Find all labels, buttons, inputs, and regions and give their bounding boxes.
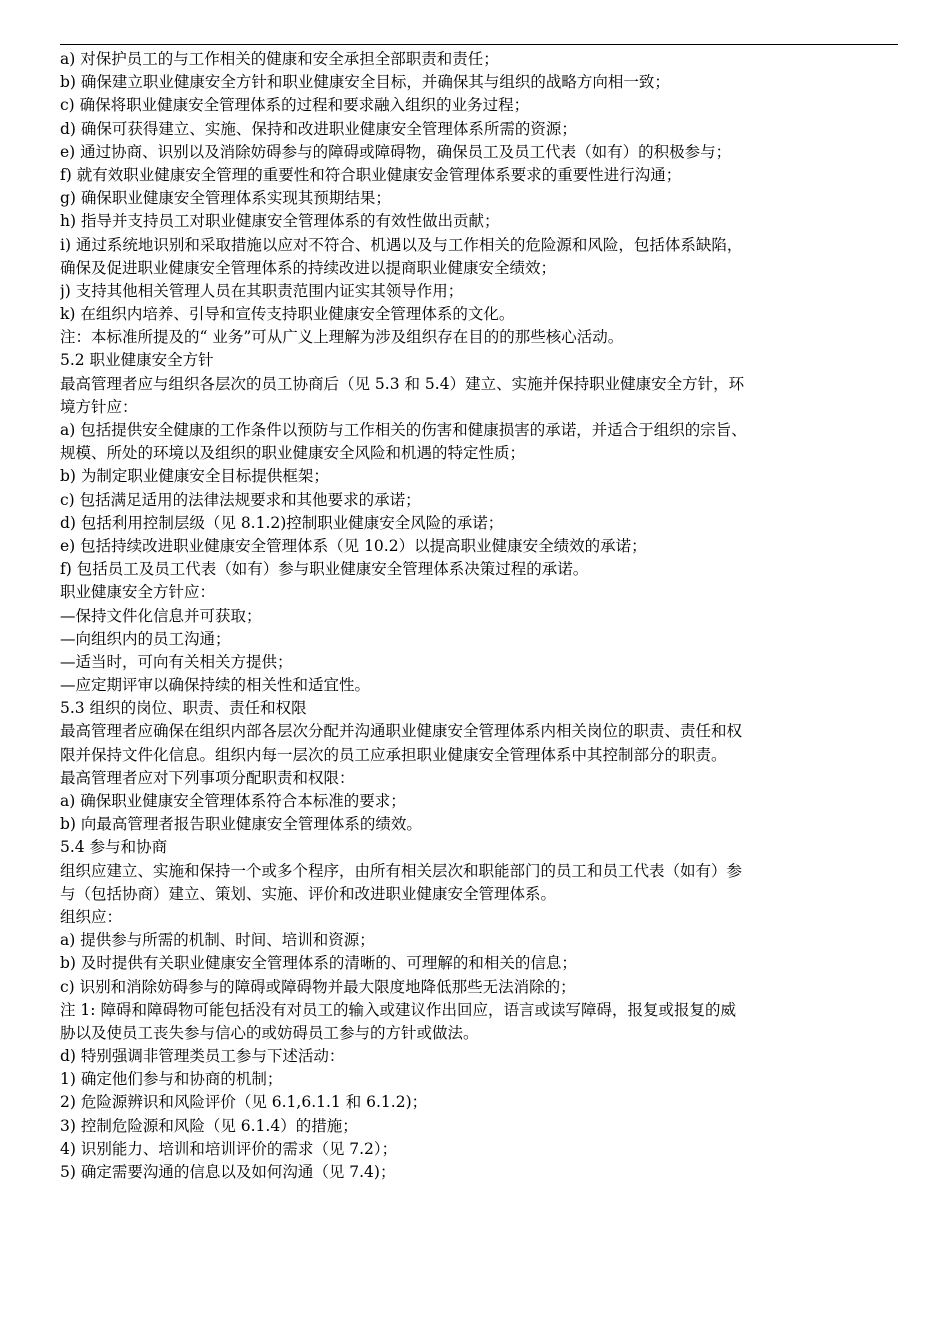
text-line: 境方针应： (60, 397, 138, 416)
document-page (60, 44, 898, 1184)
text-line: b) 为制定职业健康安全目标提供框架； (60, 467, 329, 486)
text-line: —应定期评审以确保持续的相关性和适宜性。 (60, 676, 371, 695)
text-line: 确保及促进职业健康安全管理体系的持续改进以提商职业健康安全绩效； (60, 258, 557, 277)
text-line: 5) 确定需要沟通的信息以及如何沟通（见 7.4)； (60, 1163, 396, 1181)
text-line: b) 确保建立职业健康安全方针和职业健康安全目标，并确保其与组织的战略方向相一致； (60, 73, 670, 92)
text-line: 限并保持文件化信息。组织内每一层次的员工应承担职业健康安全管理体系中其控制部分的职责。 (60, 745, 727, 764)
text-line: a) 包括提供安全健康的工作条件以预防与工作相关的伤害和健康损害的承诺，并适合于组织的宗旨、 (60, 421, 747, 439)
text-line: i) 通过系统地识别和采取措施以应对不符合、机遇以及与工作相关的危险源和风险，包括体系缺陷， (60, 235, 743, 254)
text-line: d) 确保可获得建立、实施、保持和改进职业健康安全管理体系所需的资源； (60, 119, 577, 138)
text-line: a) 对保护员工的与工作相关的健康和安全承担全部职责和责任； (60, 50, 499, 68)
text-line: a) 确保职业健康安全管理体系符合本标准的要求； (60, 792, 406, 810)
text-line: 最高管理者应与组织各层次的员工协商后（见 5.3 和 5.4）建立、实施并保持职业健康安全方针，环 (60, 374, 745, 393)
text-line: k) 在组织内培养、引导和宣传支持职业健康安全管理体系的文化。 (60, 305, 515, 324)
text-line: e) 通过协商、识别以及消除妨碍参与的障碍或障碍物，确保员工及员工代表（如有）的积极参与； (60, 142, 732, 161)
text-line: d) 特别强调非管理类员工参与下述活动： (60, 1047, 345, 1066)
text-line: 组织应建立、实施和保持一个或多个程序，由所有相关层次和职能部门的员工和员工代表（如有）参 (60, 861, 743, 880)
text-line: c) 包括满足适用的法律法规要求和其他要求的承诺； (60, 490, 421, 509)
text-line: b) 及时提供有关职业健康安全管理体系的清晰的、可理解的和相关的信息； (60, 954, 577, 973)
text-line: 2) 危险源辨识和风险评价（见 6.1,6.1.1 和 6.1.2)； (60, 1093, 428, 1112)
text-line: f) 包括员工及员工代表（如有）参与职业健康安全管理体系决策过程的承诺。 (60, 560, 589, 579)
text-line: b) 向最高管理者报告职业健康安全管理体系的绩效。 (60, 815, 422, 834)
text-line: 组织应： (60, 907, 123, 926)
text-line: h) 指导并支持员工对职业健康安全管理体系的有效性做出贡献； (60, 212, 500, 231)
text-line: e) 包括持续改进职业健康安全管理体系（见 10.2）以提高职业健康安全绩效的承诺； (60, 536, 647, 555)
text-line: 3) 控制危险源和风险（见 6.1.4）的措施； (60, 1116, 358, 1135)
text-line: 最高管理者应确保在组织内部各层次分配并沟通职业健康安全管理体系内相关岗位的职责、责任和权 (60, 722, 743, 741)
text-line: 4) 识别能力、培训和培训评价的需求（见 7.2）； (60, 1139, 398, 1158)
text-line: —向组织内的员工沟通； (60, 629, 231, 648)
text-line: 1) 确定他们参与和协商的机制； (60, 1070, 283, 1089)
note-line: 注：本标准所提及的“ 业务”可从广义上理解为涉及组织存在目的的那些核心活动。 (60, 328, 624, 347)
section-heading-5-3: 5.3 组织的岗位、职责、责任和权限 (60, 699, 307, 718)
text-line: j) 支持其他相关管理人员在其职责范围内证实其领导作用； (60, 281, 464, 300)
text-line: 规模、所处的环境以及组织的职业健康安全风险和机遇的特定性质； (60, 444, 526, 463)
text-line: —保持文件化信息并可获取； (60, 606, 262, 625)
text-line: g) 确保职业健康安全管理体系实现其预期结果； (60, 189, 391, 208)
section-heading-5-2: 5.2 职业健康安全方针 (60, 351, 214, 370)
text-line: a) 提供参与所需的机制、时间、培训和资源； (60, 931, 375, 950)
note-line: 注 1: 障碍和障碍物可能包括没有对员工的输入或建议作出回应，语言或读写障碍，报复或报复的威 (60, 1000, 736, 1019)
text-line: c) 识别和消除妨碍参与的障碍或障碍物并最大限度地降低那些无法消除的； (60, 977, 576, 996)
note-line: 胁以及使员工丧失参与信心的或妨碍员工参与的方针或做法。 (60, 1023, 479, 1042)
text-line: 职业健康安全方针应： (60, 583, 216, 602)
section-heading-5-4: 5.4 参与和协商 (60, 838, 168, 857)
text-line: 最高管理者应对下列事项分配职责和权限： (60, 768, 355, 787)
text-line: d) 包括利用控制层级（见 8.1.2)控制职业健康安全风险的承诺； (60, 513, 504, 532)
text-line: —适当时，可向有关相关方提供； (60, 652, 293, 671)
text-line: 与（包括协商）建立、策划、实施、评价和改进职业健康安全管理体系。 (60, 884, 557, 903)
text-line: c) 确保将职业健康安全管理体系的过程和要求融入组织的业务过程； (60, 96, 530, 115)
text-line: f) 就有效职业健康安全管理的重要性和符合职业健康安金管理体系要求的重要性进行沟通； (60, 165, 682, 184)
